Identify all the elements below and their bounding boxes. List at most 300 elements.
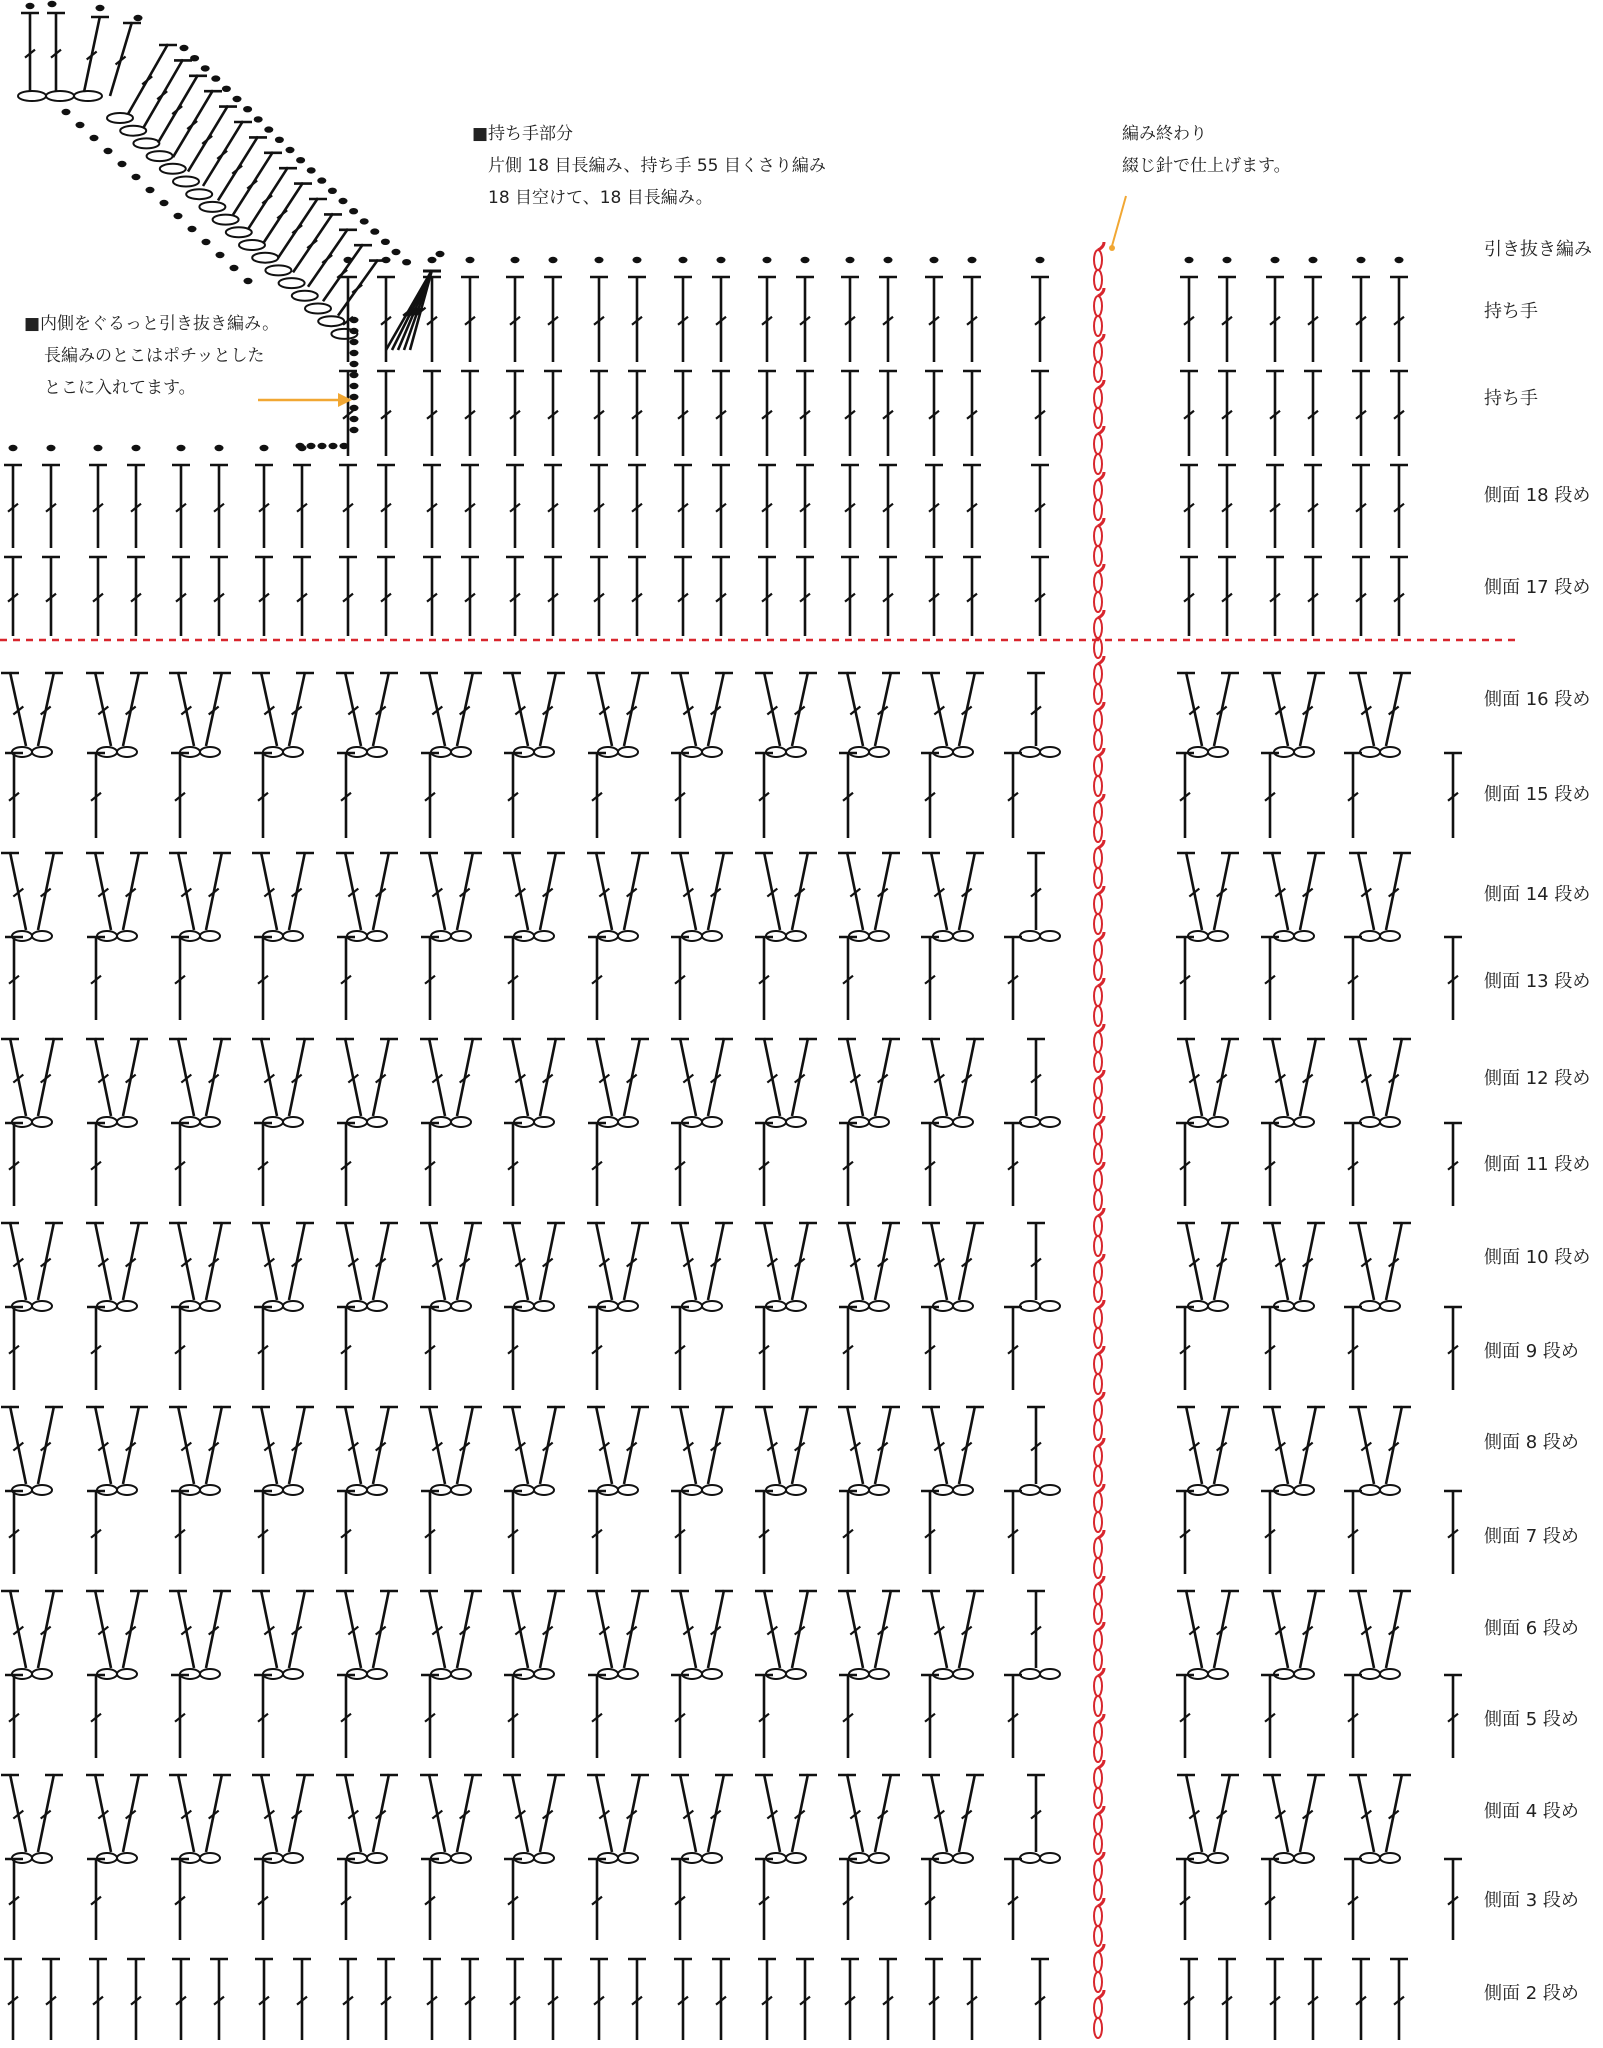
red-chain-lower [1094, 1098, 1102, 1118]
slip-stitch-dot [350, 361, 359, 367]
row-label: 側面 3 段め [1484, 1890, 1579, 1911]
dc-stitch [1358, 1406, 1374, 1484]
chain-stitch [367, 931, 387, 941]
slip-stitch-dot [254, 116, 263, 122]
slip-stitch-dot [968, 257, 977, 263]
dc-stitch [429, 672, 445, 746]
dc-stitch [596, 1774, 612, 1852]
dc-stitch [931, 672, 947, 746]
red-chain-lower [1094, 1420, 1102, 1440]
dc-stitch [764, 1038, 780, 1116]
chain-stitch [953, 1485, 973, 1495]
dc-cross [217, 151, 227, 159]
red-chain-lower [1094, 914, 1102, 934]
chain-stitch [869, 1485, 889, 1495]
chain-stitch [117, 1117, 137, 1127]
chain-stitch [618, 1117, 638, 1127]
slip-stitch-dot [90, 135, 99, 141]
dc-stitch [764, 852, 780, 930]
dc-stitch [512, 1038, 528, 1116]
red-chain-upper [1094, 434, 1102, 454]
red-chain-upper [1094, 1078, 1102, 1098]
chain-stitch [173, 177, 199, 187]
red-chain-upper [1094, 1446, 1102, 1466]
chain-stitch [200, 1117, 220, 1127]
red-chain-upper [1094, 1354, 1102, 1374]
chain-stitch [1020, 1301, 1040, 1311]
dc-stitch [178, 852, 194, 930]
chain-stitch [283, 1117, 303, 1127]
dc-cross [187, 121, 197, 129]
slip-stitch-dot [328, 188, 337, 194]
dc-stitch [596, 1222, 612, 1300]
slip-stitch-dot [296, 443, 305, 449]
chain-stitch [1360, 931, 1380, 941]
chain-stitch [265, 265, 291, 275]
dc-stitch [429, 852, 445, 930]
chain-stitch [1380, 1117, 1400, 1127]
dc-stitch [847, 672, 863, 746]
chain-stitch [32, 1485, 52, 1495]
chain-stitch [46, 91, 74, 101]
chain-stitch [1040, 931, 1060, 941]
chain-stitch [1380, 1485, 1400, 1495]
dc-stitch [680, 1590, 696, 1668]
row-label: 側面 7 段め [1484, 1526, 1579, 1547]
dc-stitch [1272, 1774, 1288, 1852]
dc-stitch [10, 1774, 26, 1852]
red-chain-upper [1094, 1860, 1102, 1880]
red-chain-lower [1094, 362, 1102, 382]
dc-stitch [1186, 672, 1202, 746]
row-label: 側面 4 段め [1484, 1801, 1579, 1822]
chain-stitch [186, 189, 212, 199]
dc-cross [277, 210, 287, 218]
chain-stitch [117, 747, 137, 757]
row-label: 引き抜き編み [1484, 239, 1592, 260]
row-label: 側面 9 段め [1484, 1341, 1579, 1362]
red-chain-upper [1094, 1170, 1102, 1190]
chain-stitch [1360, 1669, 1380, 1679]
dc-stitch [931, 1038, 947, 1116]
dc-stitch [764, 1406, 780, 1484]
slip-stitch-dot [436, 251, 445, 257]
slip-stitch-dot [318, 443, 327, 449]
dc-stitch [764, 672, 780, 746]
red-chain-upper [1094, 1814, 1102, 1834]
red-chain-upper [1094, 1630, 1102, 1650]
chain-stitch [953, 1853, 973, 1863]
chain-stitch [117, 1853, 137, 1863]
chain-stitch [534, 1117, 554, 1127]
red-chain-upper [1094, 1032, 1102, 1052]
red-chain-lower [1094, 1006, 1102, 1026]
chain-stitch [1294, 1853, 1314, 1863]
dc-stitch [1186, 852, 1202, 930]
slip-stitch-dot [350, 383, 359, 389]
chain-stitch [786, 931, 806, 941]
slip-stitch-dot [26, 3, 35, 9]
chain-stitch [367, 1301, 387, 1311]
slip-stitch-dot [370, 228, 379, 234]
chain-stitch [1380, 1853, 1400, 1863]
chain-stitch [702, 1669, 722, 1679]
dc-stitch [345, 1038, 361, 1116]
dc-stitch [95, 672, 111, 746]
note-inside-line-2: とこに入れてます。 [44, 378, 196, 398]
chain-stitch [1020, 747, 1040, 757]
dc-cross [292, 225, 302, 233]
chain-stitch [32, 747, 52, 757]
red-chain-lower [1094, 1834, 1102, 1854]
slip-stitch-dot [146, 187, 155, 193]
dc-cross [157, 91, 167, 99]
dc-cross [307, 240, 317, 248]
slip-stitch-dot [801, 257, 810, 263]
dc-stitch [512, 672, 528, 746]
dc-stitch [1358, 1222, 1374, 1300]
slip-stitch-dot [402, 259, 411, 265]
chain-stitch [1360, 1301, 1380, 1311]
slip-stitch-dot [350, 372, 359, 378]
slip-stitch-dot [340, 443, 349, 449]
slip-stitch-dot [118, 161, 127, 167]
dc-stitch [764, 1774, 780, 1852]
chain-stitch [618, 1301, 638, 1311]
chain-stitch [1020, 1117, 1040, 1127]
chain-stitch [1020, 1485, 1040, 1495]
inside-arrow-head [338, 393, 352, 407]
dc-stitch [10, 1590, 26, 1668]
dc-stitch [1358, 672, 1374, 746]
red-chain-lower [1094, 1696, 1102, 1716]
dc-stitch [931, 1222, 947, 1300]
chain-stitch [305, 304, 331, 314]
slip-stitch-dot [350, 339, 359, 345]
red-chain-upper [1094, 1124, 1102, 1144]
dc-stitch [178, 1222, 194, 1300]
red-chain-lower [1094, 1926, 1102, 1946]
red-chain-upper [1094, 1492, 1102, 1512]
red-chain-lower [1094, 1466, 1102, 1486]
chain-stitch [117, 931, 137, 941]
chain-stitch [702, 1485, 722, 1495]
note-handle [472, 118, 826, 214]
chain-stitch [1020, 1669, 1040, 1679]
red-chain-lower [1094, 592, 1102, 612]
chain-stitch [1208, 1485, 1228, 1495]
red-chain-lower [1094, 408, 1102, 428]
note-handle-line-1: 片側 18 目長編み、持ち手 55 目くさり編み [488, 156, 826, 176]
slip-stitch-dot [317, 177, 326, 183]
dc-stitch [261, 852, 277, 930]
chain-stitch [953, 1301, 973, 1311]
slip-stitch-dot [1036, 257, 1045, 263]
slip-stitch-dot [307, 443, 316, 449]
dc-stitch [680, 1222, 696, 1300]
red-chain-upper [1094, 986, 1102, 1006]
dc-stitch [261, 1222, 277, 1300]
dc-stitch [1272, 672, 1288, 746]
dc-cross [352, 285, 362, 293]
red-chain-lower [1094, 1144, 1102, 1164]
chain-stitch [869, 747, 889, 757]
chain-stitch [367, 1485, 387, 1495]
slip-stitch-dot [930, 257, 939, 263]
dc-stitch [429, 1038, 445, 1116]
row-label: 側面 10 段め [1484, 1247, 1591, 1268]
dc-stitch [345, 1406, 361, 1484]
slip-stitch-dot [243, 106, 252, 112]
slip-stitch-dot [132, 174, 141, 180]
chain-stitch [74, 91, 102, 101]
red-chain-upper [1094, 526, 1102, 546]
note-finish-line-1: 編み終わり [1122, 124, 1207, 144]
chain-stitch [534, 931, 554, 941]
slip-stitch-dot [211, 75, 220, 81]
red-chain-upper [1094, 894, 1102, 914]
chain-stitch [32, 1853, 52, 1863]
chain-stitch [618, 1669, 638, 1679]
dc-stitch [10, 1222, 26, 1300]
red-chain-upper [1094, 756, 1102, 776]
chain-stitch [451, 1117, 471, 1127]
note-handle-title: ■持ち手部分 [472, 124, 574, 144]
red-chain-lower [1094, 270, 1102, 290]
slip-stitch-dot [381, 239, 390, 245]
row-label: 側面 11 段め [1484, 1154, 1591, 1175]
chain-stitch [283, 1853, 303, 1863]
dc-stitch [1272, 1406, 1288, 1484]
dc-stitch [596, 852, 612, 930]
row-label: 側面 6 段め [1484, 1618, 1579, 1639]
chain-stitch [953, 1117, 973, 1127]
red-chain-upper [1094, 1676, 1102, 1696]
red-chain-lower [1094, 316, 1102, 336]
slip-stitch-dot [222, 86, 231, 92]
red-chain-lower [1094, 1328, 1102, 1348]
slip-stitch-dot [392, 249, 401, 255]
red-chain-lower [1094, 730, 1102, 750]
chain-stitch [1294, 1301, 1314, 1311]
chain-stitch [953, 931, 973, 941]
dc-stitch [1186, 1222, 1202, 1300]
slip-stitch-dot [350, 350, 359, 356]
dc-cross [247, 181, 257, 189]
chain-stitch [1020, 1853, 1040, 1863]
dc-stitch [596, 1590, 612, 1668]
chain-stitch [1208, 1853, 1228, 1863]
dc-stitch [680, 1038, 696, 1116]
dc-stitch [345, 852, 361, 930]
slip-stitch-dot [76, 122, 85, 128]
chain-stitch [534, 747, 554, 757]
slip-stitch-dot [94, 445, 103, 451]
row-label: 側面 5 段め [1484, 1709, 1579, 1730]
slip-stitch-dot [763, 257, 772, 263]
red-chain-lower [1094, 868, 1102, 888]
chain-stitch [1020, 931, 1040, 941]
slip-stitch-dot [62, 109, 71, 115]
dc-stitch [261, 1406, 277, 1484]
finish-pointer-dot [1109, 245, 1115, 251]
note-finish-line-2: 綴じ針で仕上げます。 [1122, 156, 1291, 176]
slip-stitch-dot [549, 257, 558, 263]
dc-stitch [178, 1774, 194, 1852]
row-label: 持ち手 [1484, 388, 1538, 409]
dc-stitch [931, 852, 947, 930]
red-chain-upper [1094, 572, 1102, 592]
chain-stitch [451, 747, 471, 757]
note-inside-title: ■内側をぐるっと引き抜き編み。 [24, 314, 280, 334]
dc-stitch [1272, 852, 1288, 930]
chain-stitch [534, 1301, 554, 1311]
dc-stitch [1272, 1590, 1288, 1668]
dc-stitch [10, 672, 26, 746]
slip-stitch-dot [201, 65, 210, 71]
red-chain-lower [1094, 454, 1102, 474]
slip-stitch-dot [428, 257, 437, 263]
chain-stitch [367, 1853, 387, 1863]
dc-stitch [847, 1774, 863, 1852]
dc-stitch [1272, 1222, 1288, 1300]
red-chain-tail [1098, 242, 1104, 250]
red-chain-upper [1094, 1998, 1102, 2018]
dc-stitch [1186, 1590, 1202, 1668]
slip-stitch-dot [174, 213, 183, 219]
dc-stitch [596, 672, 612, 746]
slip-stitch-dot [1271, 257, 1280, 263]
chain-stitch [1294, 1669, 1314, 1679]
slip-stitch-dot [633, 257, 642, 263]
dc-stitch [512, 852, 528, 930]
red-chain-lower [1094, 1742, 1102, 1762]
chain-stitch [200, 1485, 220, 1495]
red-chain-lower [1094, 776, 1102, 796]
chain-stitch [786, 1117, 806, 1127]
chain-stitch [786, 1301, 806, 1311]
red-chain-upper [1094, 1952, 1102, 1972]
chain-stitch [279, 278, 305, 288]
dc-stitch [931, 1590, 947, 1668]
row-label: 側面 18 段め [1484, 485, 1591, 506]
chain-stitch [1040, 1669, 1060, 1679]
slip-stitch-dot [349, 208, 358, 214]
red-chain-lower [1094, 960, 1102, 980]
chain-stitch [618, 747, 638, 757]
chain-stitch [534, 1853, 554, 1863]
chain-stitch [702, 1853, 722, 1863]
red-chain-upper [1094, 802, 1102, 822]
dc-stitch [680, 1406, 696, 1484]
chain-stitch [117, 1485, 137, 1495]
chain-stitch [953, 1669, 973, 1679]
red-chain-lower [1094, 1512, 1102, 1532]
chain-stitch [283, 931, 303, 941]
slip-stitch-dot [264, 126, 273, 132]
red-chain-lower [1094, 1650, 1102, 1670]
chain-stitch [618, 1485, 638, 1495]
slip-stitch-dot [286, 147, 295, 153]
chain-stitch [200, 747, 220, 757]
row-label: 側面 16 段め [1484, 689, 1591, 710]
slip-stitch-dot [1395, 257, 1404, 263]
red-chain-lower [1094, 684, 1102, 704]
slip-stitch-dot [215, 445, 224, 451]
chain-stitch [1360, 1485, 1380, 1495]
slip-stitch-dot [350, 317, 359, 323]
slip-stitch-dot [595, 257, 604, 263]
red-chain-upper [1094, 296, 1102, 316]
red-chain-lower [1094, 1788, 1102, 1808]
slip-stitch-dot [233, 96, 242, 102]
chain-stitch [618, 1853, 638, 1863]
slip-stitch-dot [350, 394, 359, 400]
red-chain-lower [1094, 822, 1102, 842]
slip-stitch-dot [1357, 257, 1366, 263]
dc-stitch [596, 1038, 612, 1116]
chain-stitch [869, 1117, 889, 1127]
row-label: 側面 15 段め [1484, 784, 1591, 805]
slip-stitch-dot [1185, 257, 1194, 263]
chain-stitch [1040, 747, 1060, 757]
chain-stitch [318, 316, 344, 326]
slip-stitch-dot [350, 416, 359, 422]
chain-stitch [1360, 1117, 1380, 1127]
red-chain-upper [1094, 1400, 1102, 1420]
chain-stitch [1208, 931, 1228, 941]
red-chain-lower [1094, 1052, 1102, 1072]
dc-stitch [512, 1222, 528, 1300]
dc-stitch [10, 1406, 26, 1484]
dc-stitch [95, 852, 111, 930]
slip-stitch-dot [511, 257, 520, 263]
dc-stitch [261, 1774, 277, 1852]
chain-stitch [702, 1117, 722, 1127]
red-chain-upper [1094, 480, 1102, 500]
red-chain-lower [1094, 500, 1102, 520]
chain-stitch [1294, 931, 1314, 941]
red-chain-lower [1094, 1558, 1102, 1578]
chain-stitch [786, 1853, 806, 1863]
dc-stitch [429, 1222, 445, 1300]
chain-stitch [1040, 1301, 1060, 1311]
chain-stitch [1360, 747, 1380, 757]
chain-stitch [200, 931, 220, 941]
chain-stitch [32, 1669, 52, 1679]
chain-stitch [451, 1485, 471, 1495]
row-label: 側面 8 段め [1484, 1432, 1579, 1453]
chain-stitch [367, 747, 387, 757]
chain-stitch [1208, 1117, 1228, 1127]
dc-stitch [95, 1406, 111, 1484]
chain-stitch [292, 291, 318, 301]
slip-stitch-dot [188, 226, 197, 232]
chain-stitch [117, 1301, 137, 1311]
chain-stitch [239, 240, 265, 250]
dc-stitch [178, 672, 194, 746]
slip-stitch-dot [296, 157, 305, 163]
chain-stitch [1040, 1117, 1060, 1127]
slip-stitch-dot [244, 278, 253, 284]
red-chain-lower [1094, 1190, 1102, 1210]
dc-stitch [512, 1590, 528, 1668]
dc-stitch [95, 1774, 111, 1852]
red-chain-upper [1094, 388, 1102, 408]
chain-stitch [1380, 931, 1400, 941]
dc-stitch [764, 1222, 780, 1300]
dc-stitch [345, 1590, 361, 1668]
